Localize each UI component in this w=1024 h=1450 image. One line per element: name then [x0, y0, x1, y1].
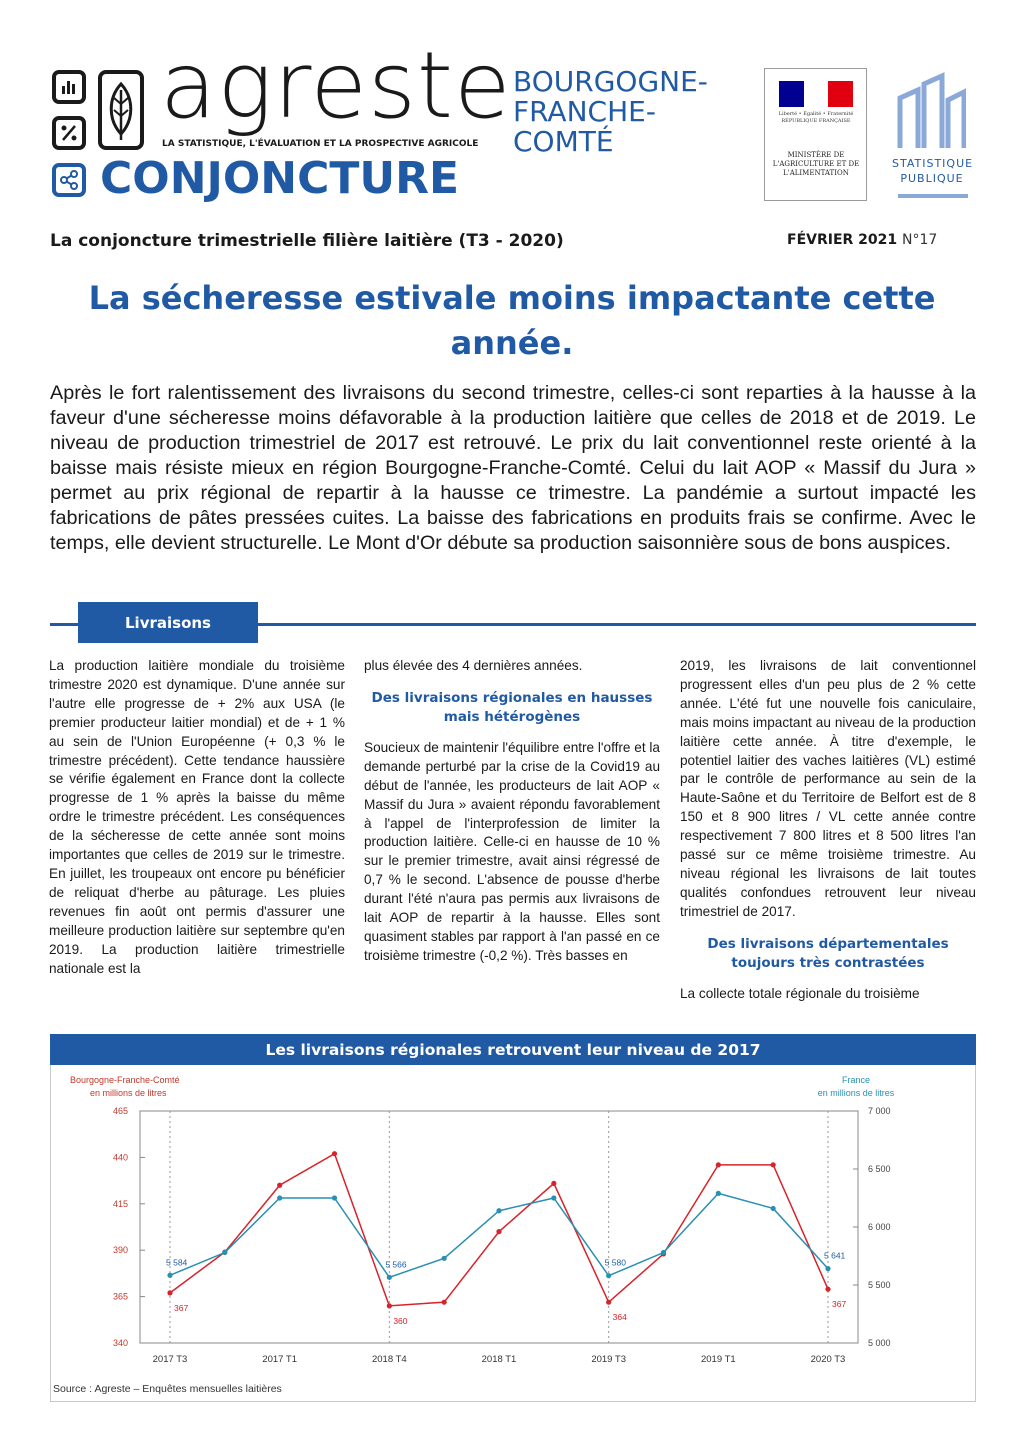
series-line [170, 1193, 828, 1277]
x-tick-label: 2018 T1 [481, 1354, 517, 1365]
statistique-publique-icon [896, 70, 966, 150]
data-point [716, 1191, 721, 1196]
chart-source: Source : Agreste – Enquêtes mensuelles laitières [53, 1383, 282, 1395]
left-tick-label: 340 [112, 1338, 128, 1348]
leaf-icon [98, 70, 144, 150]
data-label: 367 [832, 1299, 847, 1310]
headline: La sécheresse estivale moins impactante cette année. [88, 279, 936, 362]
data-point [825, 1266, 830, 1271]
column-paragraph: Soucieux de maintenir l'équilibre entre l'offre et la demande perturbé par la crise de la Covid19 au début de l'année, les producteurs de lait AOP « Massif du Jura » avaient répondu favorablement à l'appel de l'interprofession de limiter la production laitière. Celle-ci en hausse de 10 % sur le premier trimestre, avait ainsi régressé de 0,7 % le second. L'absence de pousse d'herbe durant l'été n'aura pas permis aux livraisons de lait AOP de repartir à la hausse. Elles sont quasiment stables par rapport à l'an passé en ce troisième trimestre (-0,2 %). Très basses en [364, 739, 660, 963]
data-label: 5 641 [824, 1250, 846, 1261]
data-point [661, 1250, 666, 1255]
data-label: 364 [612, 1312, 627, 1323]
data-point [442, 1300, 447, 1305]
data-point [606, 1273, 611, 1278]
left-tick-label: 390 [112, 1245, 128, 1256]
data-point [387, 1275, 392, 1280]
data-point [442, 1256, 447, 1261]
right-tick-label: 7 000 [868, 1106, 891, 1116]
x-tick-label: 2019 T1 [700, 1354, 736, 1365]
left-tick-label: 465 [112, 1106, 128, 1116]
text-column-1 [49, 657, 345, 978]
right-axis-label: France [841, 1075, 871, 1085]
x-tick-label: 2017 T3 [152, 1354, 188, 1365]
data-point [387, 1303, 392, 1308]
data-point [167, 1273, 172, 1278]
right-tick-label: 6 500 [868, 1164, 891, 1174]
percent-icon [52, 116, 86, 150]
plot-area [140, 1111, 858, 1343]
issue-number: N°17 [902, 232, 938, 248]
data-point [332, 1151, 337, 1156]
data-point [277, 1183, 282, 1188]
data-label: 5 566 [385, 1259, 407, 1270]
data-point [496, 1229, 501, 1234]
x-tick-label: 2019 T3 [591, 1354, 627, 1365]
data-label: 367 [174, 1302, 189, 1313]
intro-paragraph: Après le fort ralentissement des livraisons du second trimestre, celles-ci sont reparties à la hausse à la faveur d'une sécheresse moins défavorable à la production laitière que celles de 2018 et de 2019. Le niveau de production trimestriel de 2017 est retrouvé. Le prix du lait conventionnel reste orienté à la baisse mais résiste mieux en région Bourgogne-Franche-Comté. Celui du lait AOP « Massif du Jura » permet au prix régional de repartir à la hausse ce trimestre. La pandémie a surtout impacté les fabrications de pâtes pressées cuites. La baisse des fabrications en produits frais se confirme. Avec le temps, elle devient structurelle. Le Mont d'Or débute sa production saisonnière sous de bons auspices. [50, 382, 976, 554]
republique-francaise-text: Liberté • Égalité • Fraternité RÉPUBLIQUE FRANÇAISE [778, 111, 854, 124]
brand-wordmark: agreste [160, 32, 512, 139]
left-tick-label: 365 [112, 1291, 128, 1302]
brand-tagline: LA STATISTIQUE, L'ÉVALUATION ET LA PROSPECTIVE AGRICOLE [162, 139, 479, 149]
right-tick-label: 5 500 [868, 1280, 891, 1290]
left-tick-label: 415 [112, 1198, 128, 1209]
text-column-2 [364, 657, 660, 966]
bar-chart-icon [52, 70, 86, 104]
chart-title: Les livraisons régionales retrouvent leur niveau de 2017 [50, 1034, 976, 1065]
issue-date [787, 232, 937, 248]
ministere-name: MINISTÈRE DE L'AGRICULTURE ET DE L'ALIMENTATION [772, 151, 860, 177]
data-label: 360 [393, 1315, 408, 1326]
statistique-publique-text: STATISTIQUE PUBLIQUE [892, 157, 974, 185]
data-point [771, 1206, 776, 1211]
ministere-logo [764, 68, 867, 201]
left-tick-label: 440 [112, 1152, 128, 1163]
publication-subtitle: La conjoncture trimestrielle filière laitière (T3 - 2020) [50, 231, 564, 251]
data-point [332, 1195, 337, 1200]
statistique-publique-underline [898, 194, 968, 198]
data-label: 5 580 [604, 1257, 626, 1268]
series-title: CONJONCTURE [100, 153, 460, 204]
section-title: Livraisons [78, 602, 258, 643]
text-column-3 [680, 657, 976, 1004]
data-point [551, 1195, 556, 1200]
line-chart [50, 1065, 976, 1402]
data-label: 5 584 [166, 1257, 188, 1268]
region-name [513, 67, 708, 157]
marianne-flag-icon [779, 81, 853, 107]
x-tick-label: 2020 T3 [810, 1354, 846, 1365]
network-icon [52, 163, 86, 197]
data-point [222, 1250, 227, 1255]
right-axis-label: en millions de litres [817, 1088, 895, 1098]
issue-month: FÉVRIER 2021 [787, 232, 898, 248]
statistique-publique-logo [892, 70, 972, 200]
column-paragraph: La collecte totale régionale du troisième [680, 985, 920, 1001]
data-point [716, 1162, 721, 1167]
column-heading: Des livraisons régionales en hausses mais hétérogènes [371, 689, 653, 725]
region-line: BOURGOGNE- [513, 65, 708, 98]
data-point [551, 1181, 556, 1186]
data-point [771, 1162, 776, 1167]
right-tick-label: 5 000 [868, 1338, 891, 1348]
left-axis-label: en millions de litres [90, 1088, 167, 1098]
column-heading: Des livraisons départementales toujours très contrastées [707, 935, 949, 971]
column-paragraph: La production laitière mondiale du troisième trimestre 2020 est dynamique. D'une année sur l'autre elle progresse de + 2% aux USA (le premier producteur laitier mondial) et de + 1 % au sein de l'Union Européenne (+ 0,3 % le trimestre précédent). Cette tendance haussière se vérifie également en France dont la collecte progresse de 1 % après la baisse du même ordre le trimestre précédent. Les conséquences de la sécheresse de cette année sont moins importantes que celles de 2019 sur le trimestre. En juillet, les troupeaux ont encore pu bénéficier de reliquat d'herbe au pâturage. Les pluies revenues fin août ont permis d'assurer une meilleure production laitière sur septembre qu'en 2019. La production laitière trimestrielle nationale est la [49, 658, 345, 976]
right-tick-label: 6 000 [868, 1222, 891, 1232]
left-axis-label: Bourgogne-Franche-Comté [70, 1075, 180, 1085]
data-point [167, 1290, 172, 1295]
x-tick-label: 2018 T4 [371, 1354, 407, 1365]
data-point [606, 1300, 611, 1305]
data-point [825, 1287, 830, 1292]
column-paragraph: 2019, les livraisons de lait conventionnel progressent elles d'un peu plus de 2 % cette année. L'été fut une nouvelle fois caniculaire, mais moins impactant au niveau de la production laitière cette année. À titre d'exemple, le potentiel laitier des vaches laitières (VL) estimé par le contrôle de performance au sein de la Haute-Saône et du Territoire de Belfort est de 8 150 et 8 900 litres / VL cette année contre respectivement 7 800 litres et 8 500 litres l'an passé sur ce même troisième trimestre. Au niveau régional les livraisons de lait toutes qualités confondues retrouvent leur niveau trimestriel de 2017. [680, 658, 976, 919]
x-tick-label: 2017 T1 [262, 1354, 298, 1365]
agreste-logo-icons [52, 70, 152, 150]
region-line: FRANCHE- [513, 95, 656, 128]
region-line: COMTÉ [513, 125, 614, 158]
data-point [496, 1208, 501, 1213]
data-point [277, 1195, 282, 1200]
column-paragraph: plus élevée des 4 dernières années. [364, 658, 583, 673]
